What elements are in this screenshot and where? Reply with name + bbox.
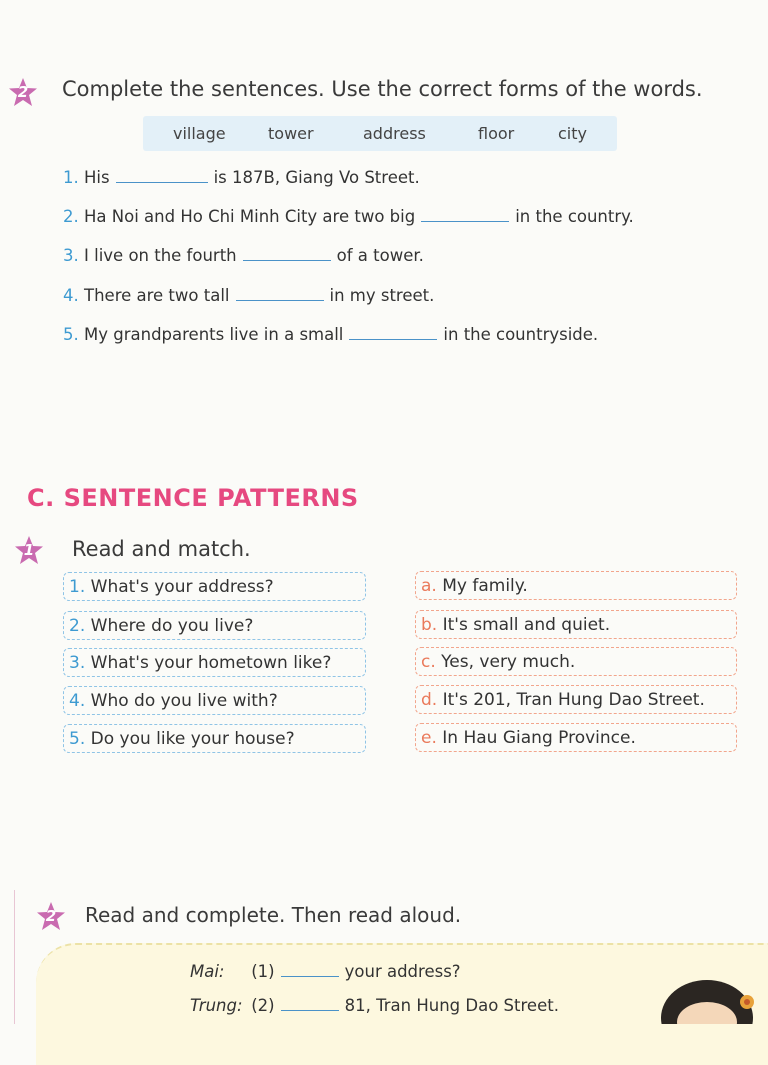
sentence-item [63, 246, 424, 265]
exercise-instruction: Complete the sentences. Use the correct forms of the words. [62, 77, 703, 101]
answer-box[interactable] [415, 571, 737, 600]
sentence-text: I live on the fourth [84, 246, 237, 265]
sentence-item [63, 325, 598, 344]
sentence-text: Ha Noi and Ho Chi Minh City are two big [84, 207, 416, 226]
question-box[interactable] [63, 724, 366, 753]
star-number-badge [36, 901, 66, 931]
blank-number: (1) [251, 962, 275, 981]
question-text: Who do you live with? [90, 691, 278, 711]
sentence-item [63, 286, 434, 305]
question-text: Where do you live? [90, 616, 254, 636]
question-number: 3. [69, 653, 86, 673]
question-number: 1. [69, 577, 86, 597]
sentence-text: My grandparents live in a small [84, 325, 344, 344]
answer-letter: a. [421, 576, 437, 596]
answer-box[interactable] [415, 685, 737, 714]
sentence-text: in my street. [329, 286, 435, 305]
sentence-number: 4. [63, 286, 79, 305]
sentence-text: His [84, 168, 110, 187]
section-heading: C. SENTENCE PATTERNS [27, 484, 359, 512]
answer-blank[interactable] [421, 220, 509, 222]
sentence-number: 2. [63, 207, 79, 226]
word-item: address [363, 124, 426, 143]
word-item: floor [478, 124, 515, 143]
question-box[interactable] [63, 686, 366, 715]
sentence-number: 5. [63, 325, 79, 344]
question-box[interactable] [63, 611, 366, 640]
blank-number: (2) [251, 996, 275, 1015]
question-number: 4. [69, 691, 86, 711]
sentence-text: in the country. [515, 207, 634, 226]
exercise-number: 2 [17, 83, 29, 101]
answer-text: It's 201, Tran Hung Dao Street. [442, 690, 705, 710]
exercise-number: 1 [23, 541, 35, 559]
answer-box[interactable] [415, 610, 737, 639]
question-text: What's your address? [90, 577, 274, 597]
sentence-item [63, 168, 420, 187]
answer-letter: e. [421, 728, 437, 748]
question-number: 2. [69, 616, 86, 636]
dialogue-text: 81, Tran Hung Dao Street. [344, 996, 559, 1015]
question-number: 5. [69, 729, 86, 749]
question-text: What's your hometown like? [90, 653, 332, 673]
question-text: Do you like your house? [90, 729, 295, 749]
answer-blank[interactable] [236, 299, 324, 301]
answer-letter: b. [421, 615, 438, 635]
word-item: tower [268, 124, 314, 143]
answer-box[interactable] [415, 647, 737, 676]
answer-blank[interactable] [349, 338, 437, 340]
sentence-number: 1. [63, 168, 79, 187]
sentence-text: of a tower. [336, 246, 424, 265]
exercise-instruction: Read and match. [72, 537, 251, 561]
answer-text: My family. [442, 576, 528, 596]
margin-line [14, 890, 15, 1024]
exercise-instruction: Read and complete. Then read aloud. [85, 903, 462, 927]
sentence-text: in the countryside. [443, 325, 599, 344]
answer-blank[interactable] [281, 975, 339, 977]
question-box[interactable] [63, 572, 366, 601]
star-number-badge [14, 535, 44, 565]
star-number-badge [8, 77, 38, 107]
answer-blank[interactable] [281, 1009, 339, 1011]
sentence-number: 3. [63, 246, 79, 265]
answer-text: Yes, very much. [441, 652, 576, 672]
speaker-name: Mai: [190, 962, 225, 981]
answer-text: In Hau Giang Province. [442, 728, 636, 748]
word-item: village [173, 124, 226, 143]
answer-blank[interactable] [116, 181, 208, 183]
answer-letter: c. [421, 652, 436, 672]
exercise-number: 2 [45, 907, 57, 925]
dialogue-text: your address? [344, 962, 461, 981]
word-bank [143, 116, 617, 151]
sentence-text: is 187B, Giang Vo Street. [213, 168, 420, 187]
word-item: city [558, 124, 587, 143]
girl-character-illustration [655, 978, 768, 1024]
answer-box[interactable] [415, 723, 737, 752]
sentence-item [63, 207, 634, 226]
question-box[interactable] [63, 648, 366, 677]
answer-blank[interactable] [243, 259, 331, 261]
dialogue-line [190, 962, 461, 981]
speaker-name: Trung: [190, 996, 243, 1015]
answer-text: It's small and quiet. [442, 615, 611, 635]
sentence-text: There are two tall [84, 286, 230, 305]
dialogue-line [190, 996, 559, 1015]
answer-letter: d. [421, 690, 438, 710]
